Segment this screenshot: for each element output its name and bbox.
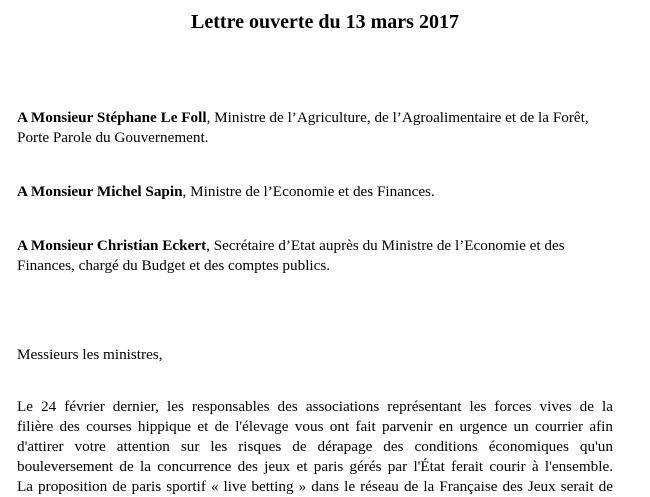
addressee-name: A Monsieur Michel Sapin — [17, 183, 183, 200]
addressee-role: , Ministre de l’Agriculture, de l’Agroalimentaire et de la Forêt, Porte Parole du Gouvernement. — [17, 109, 589, 146]
addressee-role: , Ministre de l’Economie et des Finances. — [182, 183, 435, 200]
addressee-role: , Secrétaire d’Etat auprès du Ministre de l’Economie et des Finances, chargé du Budget et des comptes publics. — [17, 237, 565, 274]
salutation: Messieurs les ministres, — [17, 346, 163, 363]
body-line: filière des courses hippique et de l'élevage vous ont fait parvenir en urgence un courrier afin — [17, 418, 613, 435]
addressee-name: A Monsieur Stéphane Le Foll — [17, 109, 207, 126]
body-line: Le 24 février dernier, les responsables des associations représentant les forces vives de la — [17, 398, 613, 415]
addressee-eckert — [17, 236, 617, 276]
body-line: bouleversement de la concurrence des jeux et paris gérés par l'État ferait courir à l'ensemble. — [17, 458, 613, 475]
addressee-le-foll — [17, 108, 617, 148]
page-title: Lettre ouverte du 13 mars 2017 — [191, 11, 459, 33]
body-line: La proposition de paris sportif « live betting » dans le réseau de la Française des Jeux serait de — [17, 478, 613, 495]
addressee-sapin — [17, 182, 617, 202]
body-line: d'attirer votre attention sur les risques de dérapage des conditions économiques qu'un — [17, 438, 613, 455]
body-paragraph — [17, 397, 613, 497]
addressee-name: A Monsieur Christian Eckert — [17, 237, 207, 254]
